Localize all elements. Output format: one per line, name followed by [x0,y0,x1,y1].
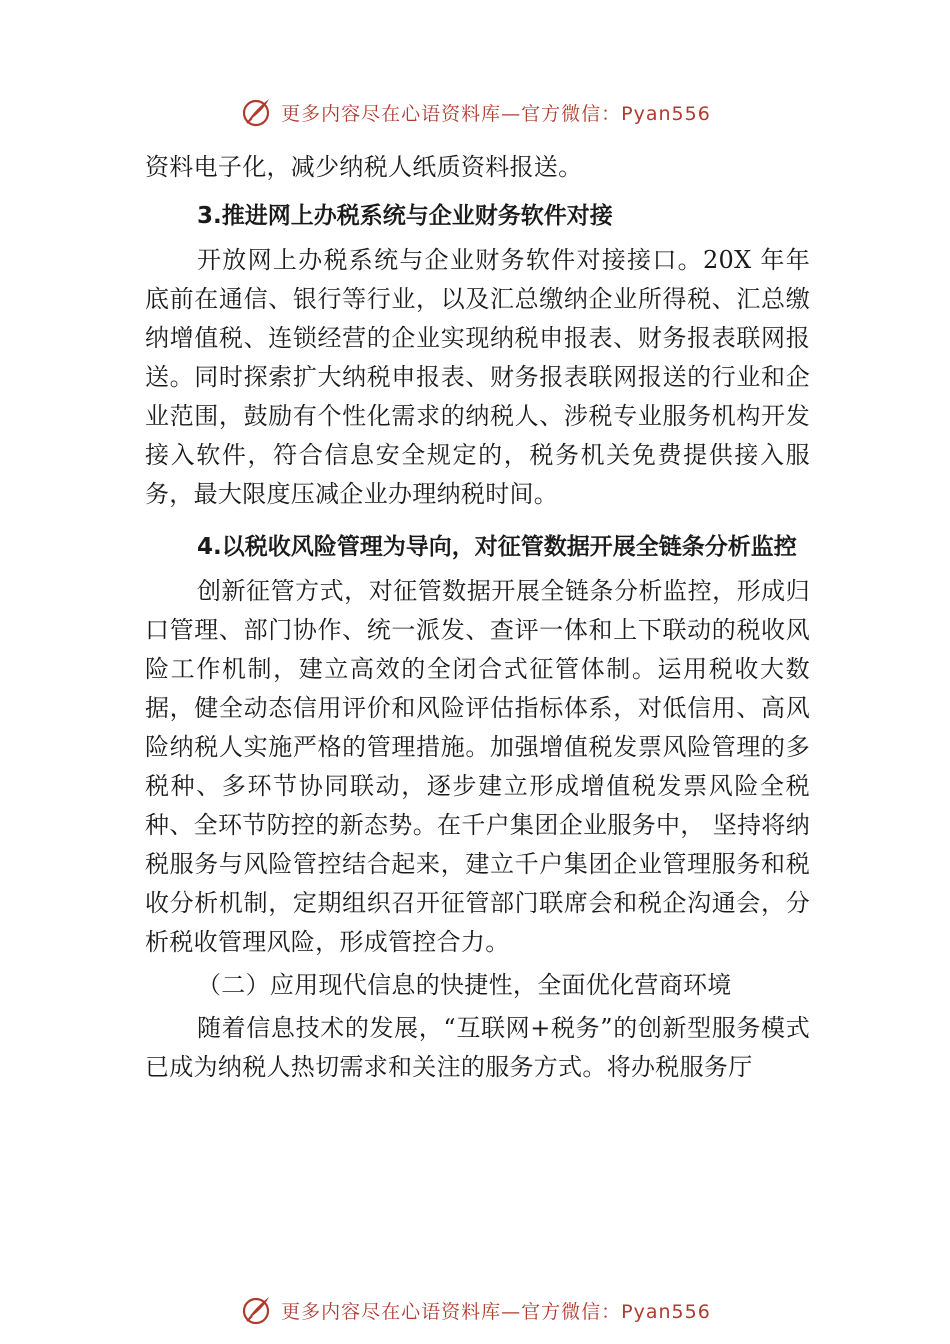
paragraph-3: 创新征管方式，对征管数据开展全链条分析监控，形成归口管理、部门协作、统一派发、查评一体和上下联动的税收风险工作机制，建立高效的全闭合式征管体制。运用税收大数据，健全动态信用评价和风险评估指标体系，对低信用、高风险纳税人实施严格的管理措施。加强增值税发票风险管理的多税种、多环节协同联动，逐步建立形成增值税发票风险全税种、全环节防控的新态势。在千户集团企业服务中， 坚持将纳税服务与风险管控结合起来，建立千户集团企业管理服务和税收分析机制，定期组织召开征管部门联席会和税企沟通会，分析税收管理风险，形成管控合力。 [145,577,810,956]
wechat-id: Pyan556 [621,102,711,125]
footer-banner [0,1290,950,1330]
heading-4: 4.以税收风险管理为导向，对征管数据开展全链条分析监控 [197,534,797,560]
header-banner [0,92,950,132]
section-heading-2: （二）应用现代信息的快捷性，全面优化营商环境 [197,971,732,999]
paragraph-1: 资料电子化，减少纳税人纸质资料报送。 [145,153,583,181]
wechat-id: Pyan556 [621,1300,711,1323]
quill-logo-icon [239,95,273,129]
paragraph-5: 随着信息技术的发展，“互联网+税务”的创新型服务模式已成为纳税人热切需求和关注的服务方式。将办税服务厅 [145,1014,810,1081]
banner-text: 更多内容尽在心语资料库—官方微信：Pyan556 [281,1300,711,1323]
quill-logo-icon [239,1293,273,1327]
heading-3: 3.推进网上办税系统与企业财务软件对接 [197,203,613,229]
document-body [145,148,810,1087]
banner-text: 更多内容尽在心语资料库—官方微信：Pyan556 [281,102,711,125]
paragraph-2: 开放网上办税系统与企业财务软件对接接口。20X 年年底前在通信、银行等行业，以及汇总缴纳企业所得税、汇总缴纳增值税、连锁经营的企业实现纳税申报表、财务报表联网报送。同时探索扩大纳税申报表、财务报表联网报送的行业和企业范围，鼓励有个性化需求的纳税人、涉税专业服务机构开发接入软件，符合信息安全规定的，税务机关免费提供接入服务，最大限度压减企业办理纳税时间。 [145,246,810,508]
